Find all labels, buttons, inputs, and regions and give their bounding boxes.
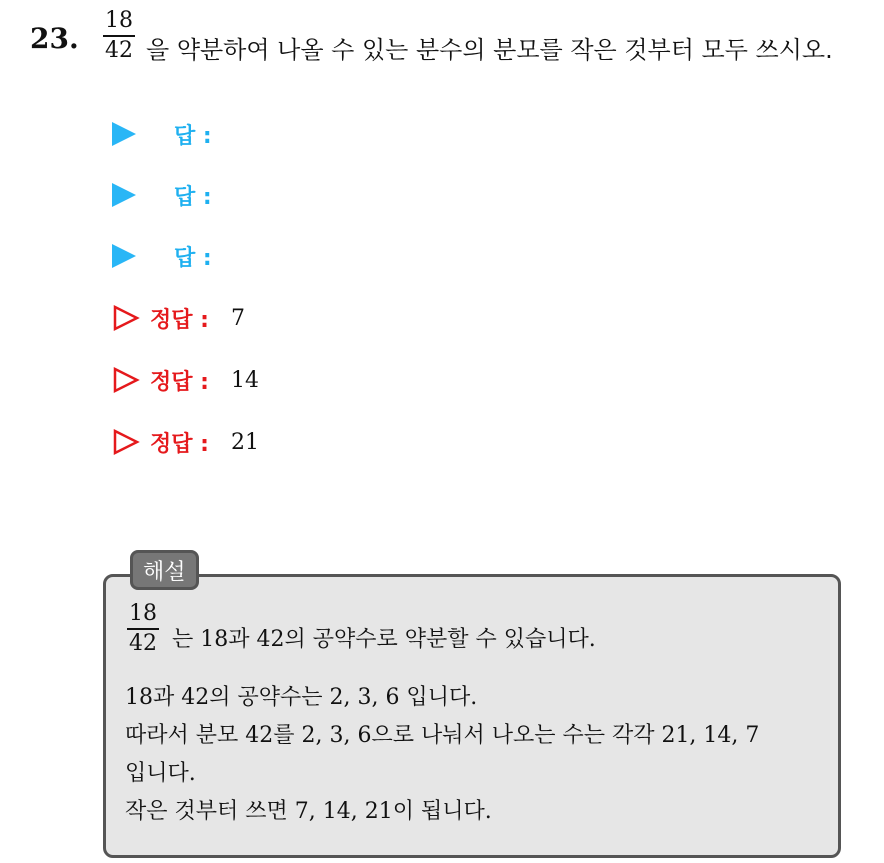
fraction-denominator: 42 (129, 630, 157, 656)
question-fraction (103, 10, 135, 62)
explanation-line-2: 18과 42의 공약수는 2, 3, 6 입니다. (125, 685, 478, 710)
correct-answer-value: 21 (230, 429, 259, 455)
correct-answer-label: 정답 : (150, 369, 209, 395)
explanation-line-4: 입니다. (125, 761, 196, 786)
correct-answer-value: 7 (230, 305, 245, 331)
answer-slot-2[interactable] (112, 180, 212, 210)
play-arrow-icon (112, 244, 136, 268)
answer-label: 답 : (174, 184, 212, 210)
outline-arrow-icon (112, 428, 140, 456)
explanation-line-3: 따라서 분모 42를 2, 3, 6으로 나눠서 나오는 수는 각각 21, 14, 7 (125, 723, 760, 748)
correct-answer-1 (112, 303, 245, 333)
play-arrow-icon (112, 122, 136, 146)
fraction-denominator: 42 (105, 37, 133, 63)
play-arrow-icon (112, 183, 136, 207)
answer-label: 답 : (174, 123, 212, 149)
explanation-tag: 해설 (130, 550, 199, 590)
outline-arrow-icon (112, 366, 140, 394)
correct-answer-label: 정답 : (150, 431, 209, 457)
correct-answer-value: 14 (230, 367, 259, 393)
question-number: 23. (30, 22, 79, 55)
answer-label: 답 : (174, 245, 212, 271)
answer-slot-1[interactable] (112, 119, 212, 149)
explanation-line-5: 작은 것부터 쓰면 7, 14, 21이 됩니다. (125, 799, 492, 824)
outline-arrow-icon (112, 304, 140, 332)
answer-slot-3[interactable] (112, 241, 212, 271)
explanation-fraction (127, 603, 159, 655)
correct-answer-3 (112, 427, 259, 457)
correct-answer-2 (112, 365, 259, 395)
fraction-numerator: 18 (105, 8, 133, 33)
correct-answer-label: 정답 : (150, 307, 209, 333)
fraction-numerator: 18 (129, 601, 157, 626)
question-text: 을 약분하여 나올 수 있는 분수의 분모를 작은 것부터 모두 쓰시오. (146, 36, 833, 64)
explanation-line-1: 는 18과 42의 공약수로 약분할 수 있습니다. (172, 627, 596, 652)
